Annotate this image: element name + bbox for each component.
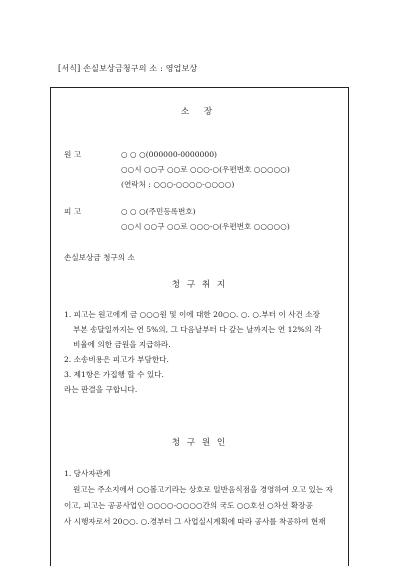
plaintiff-address: ○○시 ○○구 ○○로 ○○○-○(우편번호 ○○○○○) bbox=[121, 165, 290, 174]
claim-line-2: 부본 송달일까지는 연 5%의, 그 다음날부터 다 갚는 날까지는 연 12%의 각 bbox=[73, 325, 322, 334]
cause-line-2: 이고, 피고는 공공사업인 ○○○○-○○○○간의 국도 ○○호선 ○차선 확장공 bbox=[64, 501, 313, 510]
claim-cause-heading: 청 구 원 인 bbox=[171, 438, 228, 448]
claim-line-4: 2. 소송비용은 피고가 부담한다. bbox=[64, 355, 169, 364]
form-caption: [서식] 손실보상금청구의 소 : 영업보상 bbox=[58, 64, 198, 73]
plaintiff-name: ○ ○ ○(000000-0000000) bbox=[121, 150, 218, 159]
defendant-label: 피 고 bbox=[64, 207, 82, 216]
defendant-address: ○○시 ○○구 ○○로 ○○○-○(우편번호 ○○○○○) bbox=[121, 222, 290, 231]
plaintiff-contact: (연락처 : ○○○-○○○○-○○○○) bbox=[121, 180, 235, 189]
cause-line-3: 사 시행자로서 20○○. ○.경부터 그 사업실시계획에 따라 공사를 착공하여 현재 bbox=[64, 517, 326, 526]
document-title: 소 장 bbox=[180, 107, 219, 117]
claim-line-6: 라는 판결을 구합니다. bbox=[64, 385, 138, 394]
claim-line-1: 1. 피고는 원고에게 금 ○○○원 및 이에 대한 20○○. ○. ○.부터 이 사건 소장 bbox=[64, 310, 320, 319]
defendant-name: ○ ○ ○(주민등록번호) bbox=[121, 207, 196, 216]
cause-line-1: 원고는 주소지에서 ○○볼고기라는 상호로 일반음식점을 경영하여 오고 있는 자 bbox=[73, 485, 333, 494]
plaintiff-label: 원 고 bbox=[64, 150, 82, 159]
claim-purpose-heading: 청 구 취 지 bbox=[171, 280, 228, 290]
case-name: 손실보상금 청구의 소 bbox=[64, 253, 135, 262]
cause-section-title: 1. 당사자관계 bbox=[64, 469, 111, 478]
claim-line-5: 3. 제1항은 가집행 할 수 있다. bbox=[64, 370, 164, 379]
claim-line-3: 비율에 의한 금원을 지급하라. bbox=[73, 340, 171, 349]
complaint-document bbox=[50, 87, 349, 566]
